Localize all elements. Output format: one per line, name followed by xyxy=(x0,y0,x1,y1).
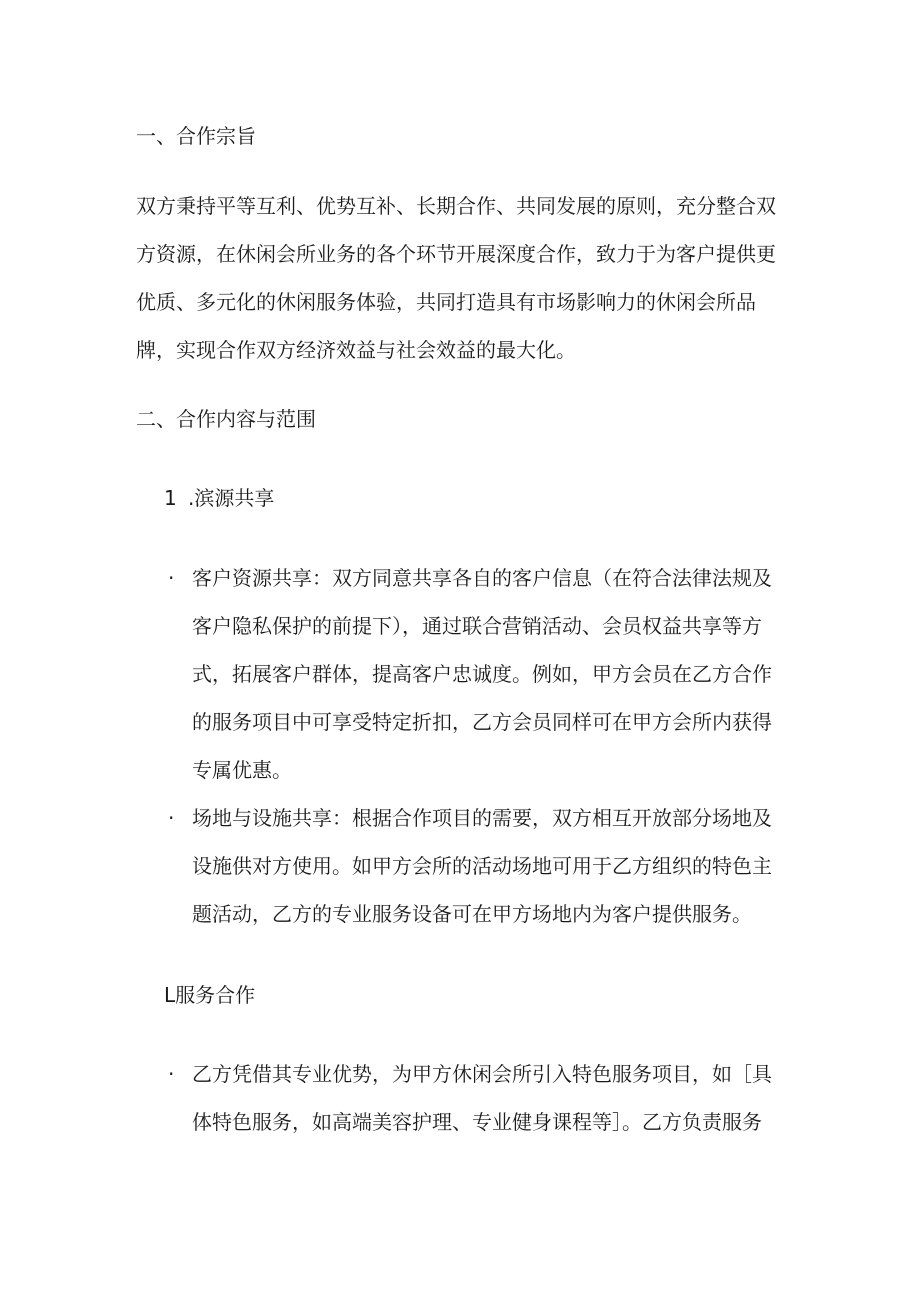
paragraph-line: 优质、多元化的休闲服务体验，共同打造具有市场影响力的休闲会所品 xyxy=(136,290,756,314)
subsection-2-heading: L服务合作 xyxy=(164,983,256,1007)
list-item-line: 设施供对方使用。如甲方会所的活动场地可用于乙方组织的特色主 xyxy=(192,854,772,878)
subsection-1-heading xyxy=(164,484,274,512)
subsection-1-number: 1 xyxy=(164,486,177,510)
section-1-heading: 一、合作宗旨 xyxy=(136,124,256,148)
paragraph-line: 牌，实现合作双方经济效益与社会效益的最大化。 xyxy=(136,338,576,362)
list-item-line: 乙方凭借其专业优势，为甲方休闲会所引入特色服务项目，如［具 xyxy=(192,1062,772,1086)
bullet-icon: · xyxy=(168,566,175,590)
list-item-line: 专属优惠。 xyxy=(192,758,292,782)
subsection-1-title: .滨源共享 xyxy=(188,486,275,510)
list-item-line: 客户隐私保护的前提下），通过联合营销活动、会员权益共享等方 xyxy=(192,614,762,638)
list-item-line: 客户资源共享：双方同意共享各自的客户信息（在符合法律法规及 xyxy=(192,566,772,590)
list-item-line: 体特色服务，如高端美容护理、专业健身课程等］。乙方负责服务 xyxy=(192,1110,762,1134)
section-1-paragraph xyxy=(136,182,786,374)
section-2-heading: 二、合作内容与范围 xyxy=(136,407,316,431)
list-item-line: 场地与设施共享：根据合作项目的需要，双方相互开放部分场地及 xyxy=(192,806,772,830)
bullet-icon: · xyxy=(168,806,175,830)
list-item-text xyxy=(192,1050,792,1146)
list-item-line: 式，拓展客户群体，提高客户忠诚度。例如，甲方会员在乙方合作 xyxy=(192,662,772,686)
list-item-line: 的服务项目中可享受特定折扣，乙方会员同样可在甲方会所内获得 xyxy=(192,710,772,734)
bullet-icon: · xyxy=(168,1062,175,1086)
paragraph-line: 双方秉持平等互利、优势互补、长期合作、共同发展的原则，充分整合双 xyxy=(136,194,776,218)
list-item-text xyxy=(192,554,792,794)
paragraph-line: 方资源，在休闲会所业务的各个环节开展深度合作，致力于为客户提供更 xyxy=(136,242,776,266)
list-item-text xyxy=(192,794,792,938)
list-item-line: 题活动，乙方的专业服务设备可在甲方场地内为客户提供服务。 xyxy=(192,902,752,926)
